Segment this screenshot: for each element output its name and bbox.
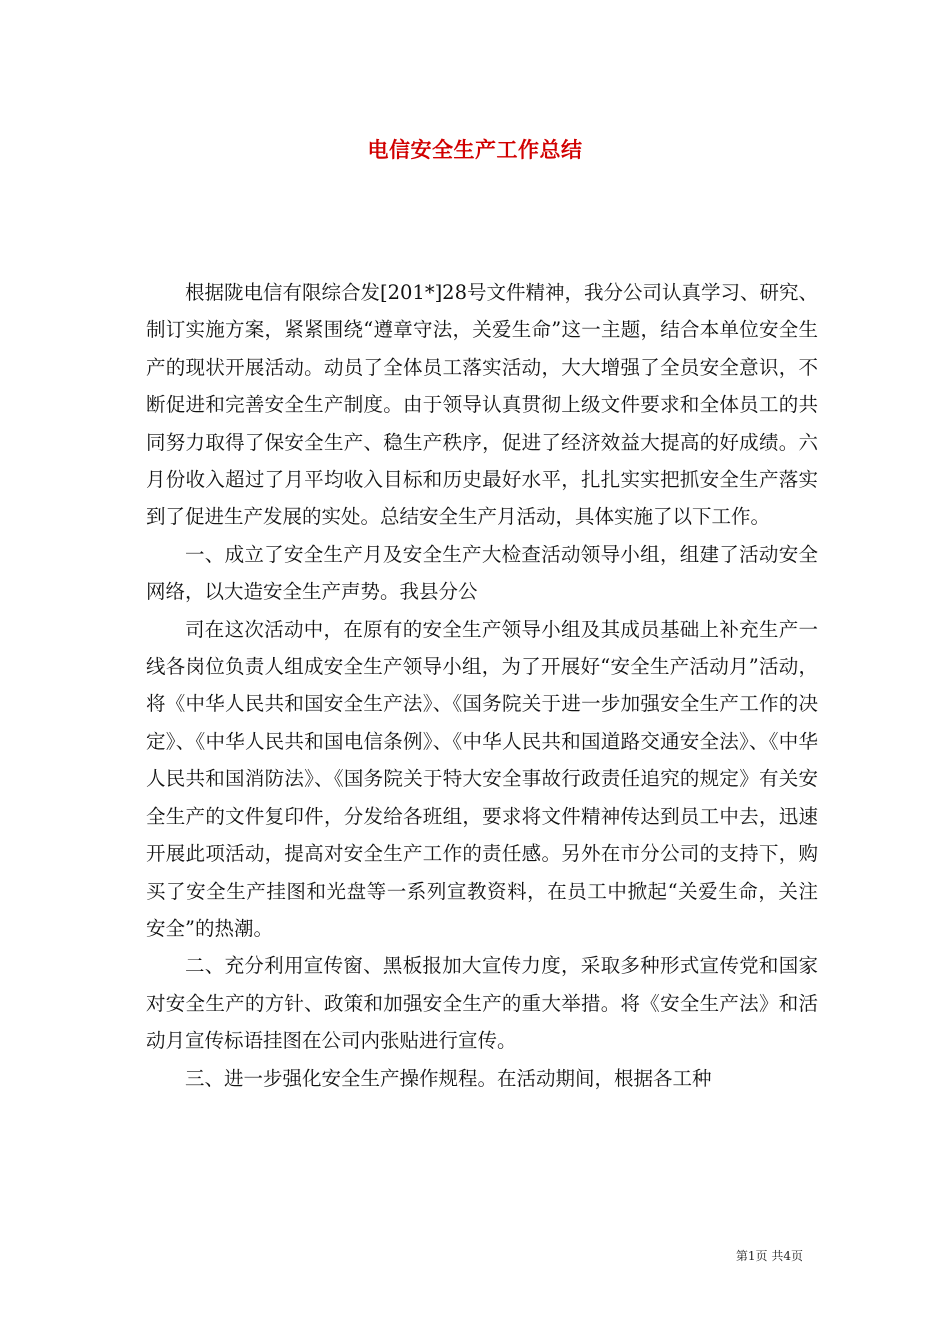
document-title: 电信安全生产工作总结 <box>367 137 583 162</box>
page-number-footer: 第1页 共4页 <box>735 1249 803 1263</box>
paragraph-section-2: 二、充分利用宣传窗、黑板报加大宣传力度，采取多种形式宣传党和国家对安全生产的方针、政策和加强安全生产的重大举措。将《安全生产法》和活动月宣传标语挂图在公司内张贴进行宣传。 <box>146 954 818 1053</box>
paragraph-intro: 根据陇电信有限综合发[201*]28号文件精神，我分公司认真学习、研究、制订实施方案，紧紧围绕“遵章守法，关爱生命”这一主题，结合本单位安全生产的现状开展活动。动员了全体员工落实活动，大大增强了全员安全意识，不断促进和完善安全生产制度。由于领导认真贯彻上级文件要求和全体员工的共同努力取得了保安全生产、稳生产秩序，促进了经济效益大提高的好成绩。六月份收入超过了月平均收入目标和历史最好水平，扎扎实实把抓安全生产落实到了促进生产发展的实处。总结安全生产月活动，具体实施了以下工作。 <box>146 281 818 529</box>
document-body <box>146 274 818 1097</box>
paragraph-section-1-continued: 司在这次活动中，在原有的安全生产领导小组及其成员基础上补充生产一线各岗位负责人组成安全生产领导小组，为了开展好“安全生产活动月”活动，将《中华人民共和国安全生产法》、《国务院关于进一步加强安全生产工作的决定》、《中华人民共和国电信条例》、《中华人民共和国道路交通安全法》、《中华人民共和国消防法》、《国务院关于特大安全事故行政责任追究的规定》有关安全生产的文件复印件，分发给各班组，要求将文件精神传达到员工中去，迅速开展此项活动，提高对安全生产工作的责任感。另外在市分公司的支持下，购买了安全生产挂图和光盘等一系列宣教资料，在员工中掀起“关爱生命，关注安全”的热潮。 <box>146 617 818 940</box>
paragraph-section-3: 三、进一步强化安全生产操作规程。在活动期间，根据各工种 <box>185 1066 712 1090</box>
paragraph-section-1: 一、成立了安全生产月及安全生产大检查活动领导小组，组建了活动安全网络，以大造安全生产声势。我县分公 <box>146 542 818 604</box>
